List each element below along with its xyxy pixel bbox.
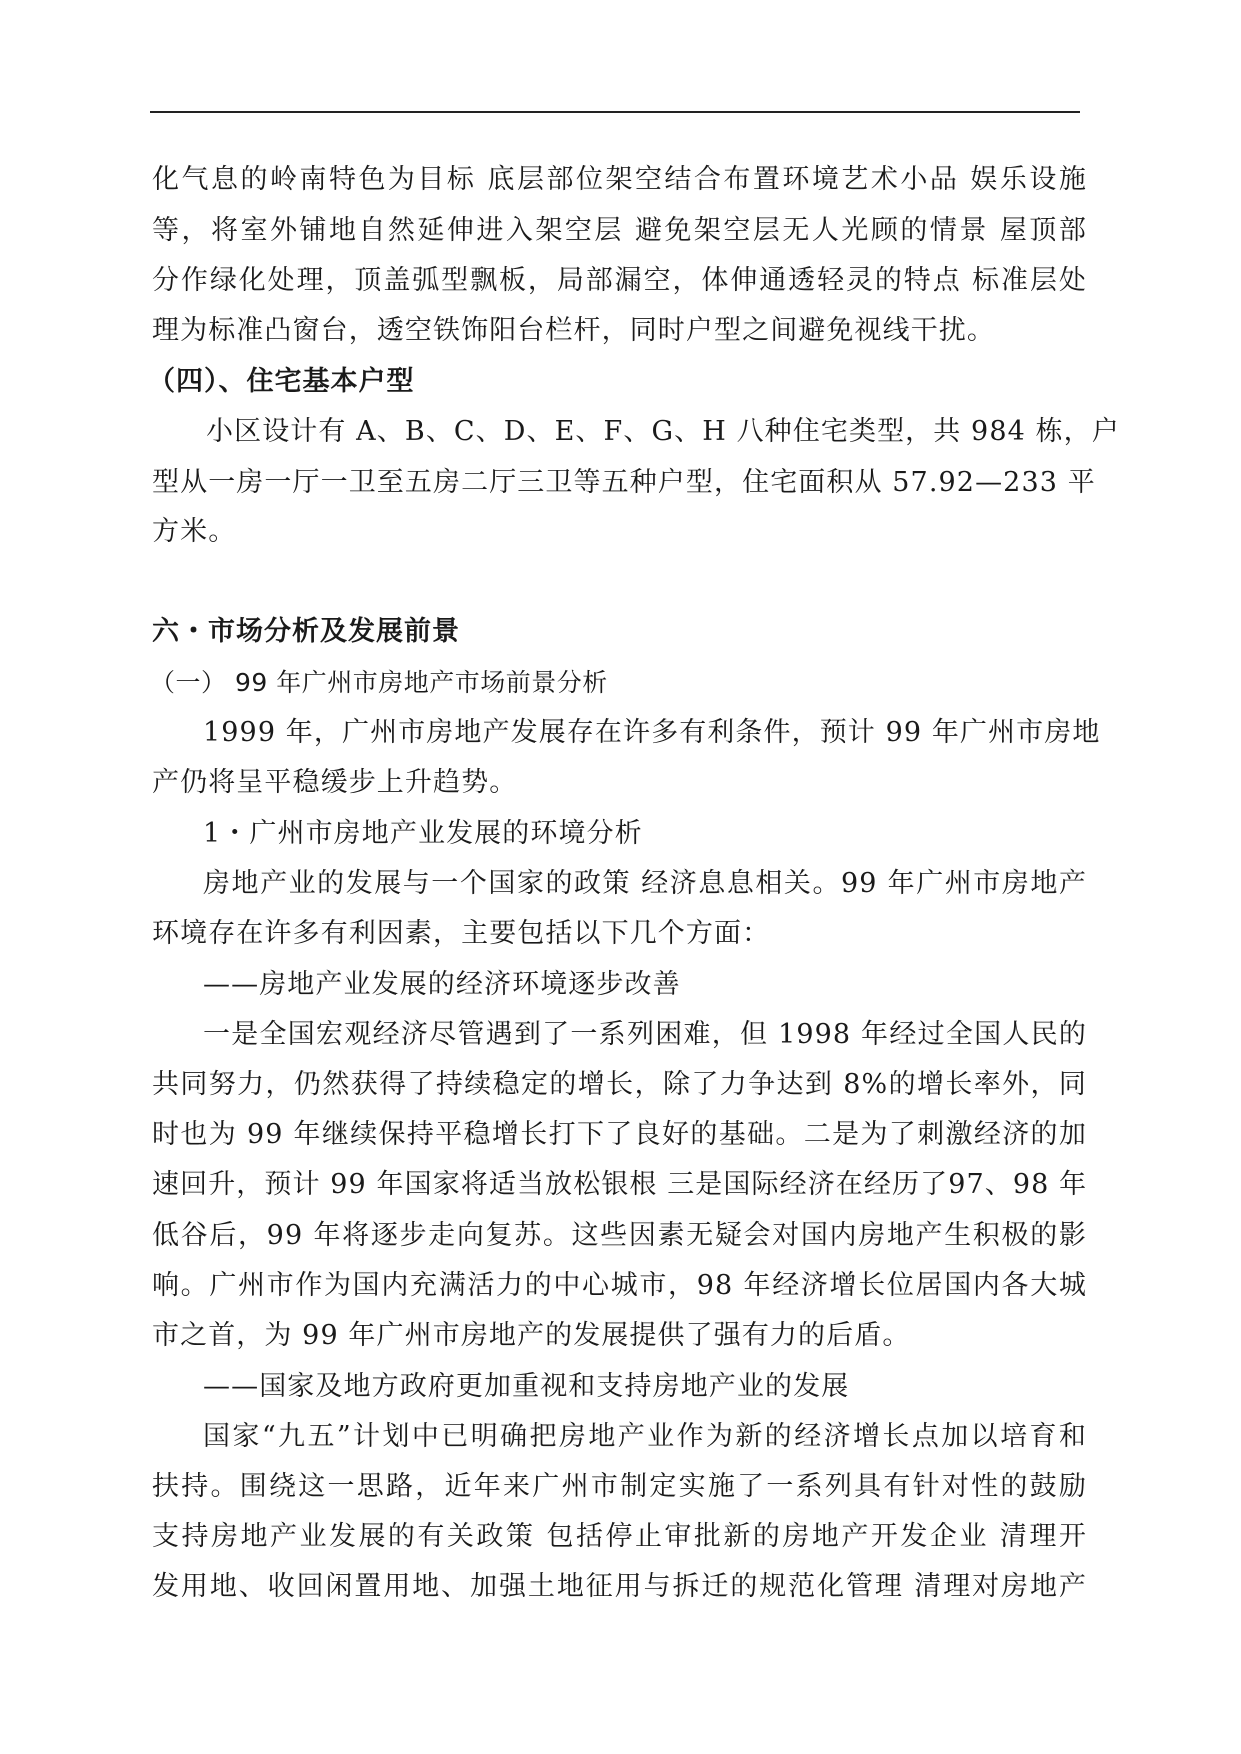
body-line: 市之首，为 99 年广州市房地产的发展提供了强有力的后盾。 bbox=[152, 1320, 911, 1351]
body-line: 响。广州市作为国内充满活力的中心城市，98 年经济增长位居国内各大城 bbox=[152, 1270, 1087, 1301]
body-line: ——国家及地方政府更加重视和支持房地产业的发展 bbox=[203, 1371, 850, 1402]
chapter-heading: 六・市场分析及发展前景 bbox=[152, 616, 460, 647]
body-line: 等，将室外铺地自然延伸进入架空层 避免架空层无人光顾的情景 屋顶部 bbox=[152, 215, 1087, 246]
body-line: 1・广州市房地产业发展的环境分析 bbox=[203, 818, 643, 849]
body-line: 1999 年，广州市房地产发展存在许多有利条件，预计 99 年广州市房地 bbox=[203, 717, 1101, 748]
body-line: 产仍将呈平稳缓步上升趋势。 bbox=[152, 767, 518, 798]
body-line: 扶持。围绕这一思路，近年来广州市制定实施了一系列具有针对性的鼓励 bbox=[152, 1471, 1087, 1502]
section-heading: （四）、住宅基本户型 bbox=[148, 366, 415, 397]
body-line: ——房地产业发展的经济环境逐步改善 bbox=[203, 969, 681, 1000]
body-line: 理为标准凸窗台，透空铁饰阳台栏杆，同时户型之间避免视线干扰。 bbox=[152, 315, 995, 346]
body-line: 发用地、收回闲置用地、加强土地征用与拆迁的规范化管理 清理对房地产 bbox=[152, 1571, 1087, 1602]
body-line: 环境存在许多有利因素，主要包括以下几个方面： bbox=[152, 918, 771, 949]
body-line: 化气息的岭南特色为目标 底层部位架空结合布置环境艺术小品 娱乐设施 bbox=[152, 164, 1087, 195]
body-line: 支持房地产业发展的有关政策 包括停止审批新的房地产开发企业 清理开 bbox=[152, 1521, 1087, 1552]
body-line: 方米。 bbox=[152, 516, 237, 547]
header-rule bbox=[150, 111, 1080, 113]
body-line: 小区设计有 A、B、C、D、E、F、G、H 八种住宅类型，共 984 栋，户 bbox=[206, 416, 1120, 447]
body-line: 速回升，预计 99 年国家将适当放松银根 三是国际经济在经历了97、98 年 bbox=[152, 1169, 1088, 1200]
body-line: 共同努力，仍然获得了持续稳定的增长，除了力争达到 8%的增长率外，同 bbox=[152, 1069, 1087, 1100]
body-line: 低谷后，99 年将逐步走向复苏。这些因素无疑会对国内房地产生积极的影 bbox=[152, 1220, 1087, 1251]
subsection-heading: （一） 99 年广州市房地产市场前景分析 bbox=[150, 668, 608, 697]
body-line: 房地产业的发展与一个国家的政策 经济息息相关。99 年广州市房地产 bbox=[203, 868, 1087, 899]
body-line: 一是全国宏观经济尽管遇到了一系列困难，但 1998 年经过全国人民的 bbox=[203, 1019, 1087, 1050]
body-line: 分作绿化处理，顶盖弧型飘板，局部漏空，体伸通透轻灵的特点 标准层处 bbox=[152, 265, 1087, 296]
body-line: 时也为 99 年继续保持平稳增长打下了良好的基础。二是为了刺激经济的加 bbox=[152, 1119, 1087, 1150]
body-line: 型从一房一厅一卫至五房二厅三卫等五种户型，住宅面积从 57.92—233 平 bbox=[152, 467, 1096, 498]
body-line: 国家“九五”计划中已明确把房地产业作为新的经济增长点加以培育和 bbox=[203, 1421, 1087, 1452]
